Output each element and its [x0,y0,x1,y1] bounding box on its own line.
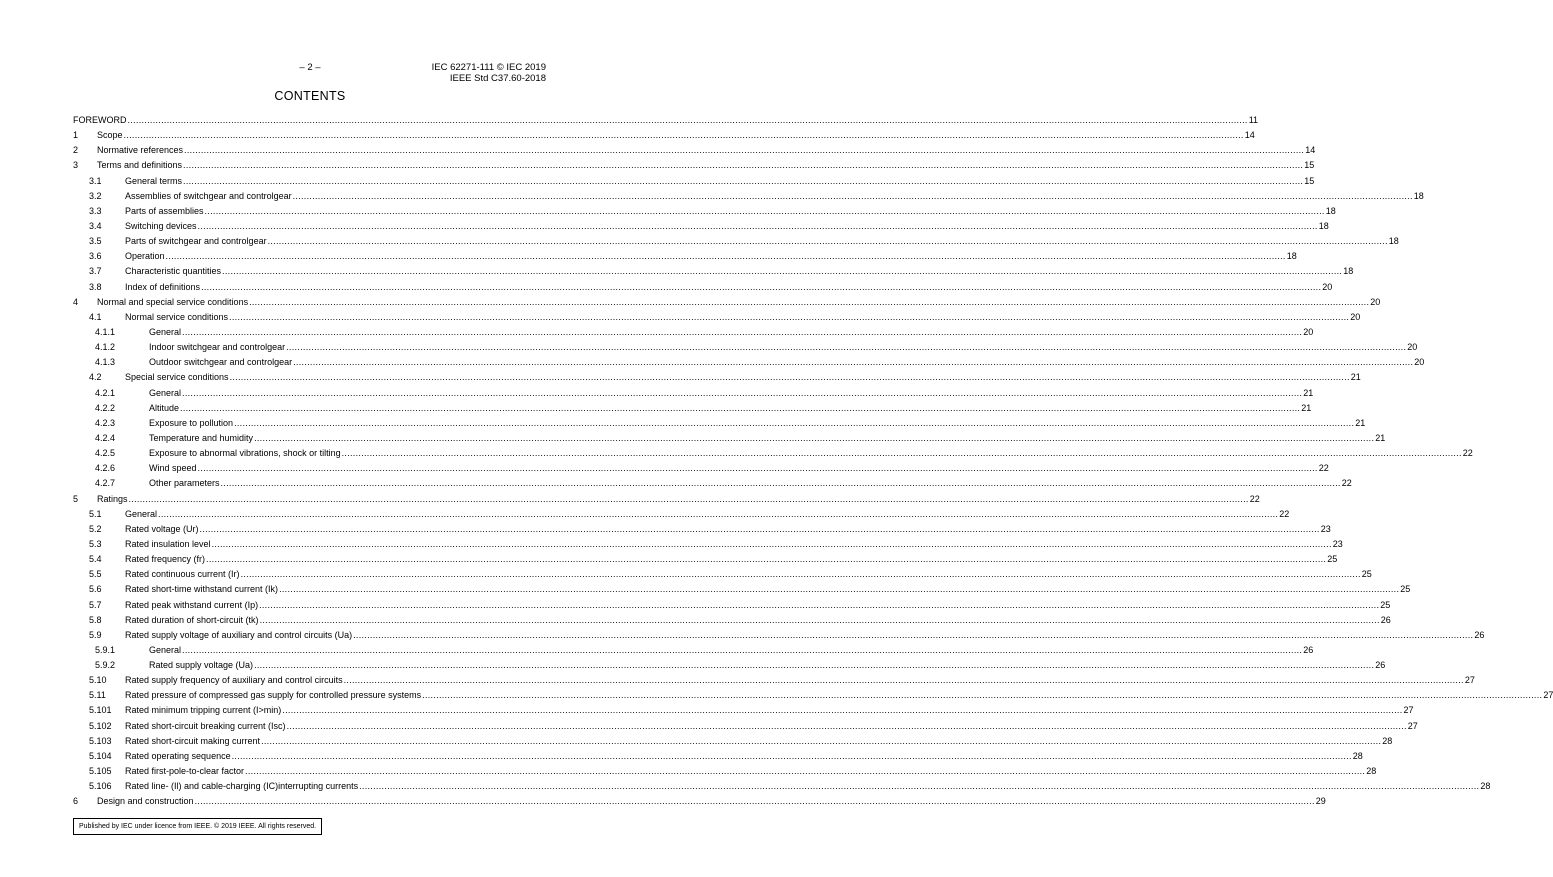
toc-entry-title: Rated supply frequency of auxiliary and control circuits [125,675,343,686]
toc-entry-title: Normal service conditions [125,311,229,322]
toc-entry-number: 5.6 [89,584,102,595]
toc-entry-title: Design and construction [97,796,194,807]
toc-entry-title: Rated voltage (Ur) [125,523,199,534]
toc-entry-title: Rated line- (Il) and cable-charging (IC)interrupting currents [125,781,359,792]
leader-dots: ................................................................................................................................................................................................................................................................................................................................................................................................................ [279,584,1400,595]
toc-entry-number: 5.8 [89,614,102,625]
leader-dots: ................................................................................................................................................................................................................................................................................................................................................................................................................ [180,402,1301,413]
toc-entry-page: 28 [1366,766,1377,777]
toc-entry-title: Rated pressure of compressed gas supply for controlled pressure systems [125,690,422,701]
toc-entry-title: FOREWORD [73,115,127,125]
toc-entry[interactable] [73,764,1377,779]
toc-entry-title: Assemblies of switchgear and controlgear [125,190,292,201]
toc-entry[interactable] [73,567,1372,582]
toc-entry-title: Normative references [97,145,184,156]
toc-entry[interactable] [73,113,1259,128]
toc-entry-number: 4.2.3 [95,417,116,428]
toc-entry-number: 3 [73,160,79,171]
toc-entry-title: Parts of assemblies [125,205,204,216]
leader-dots: ................................................................................................................................................................................................................................................................................................................................................................................................................ [249,296,1370,307]
leader-dots: ................................................................................................................................................................................................................................................................................................................................................................................................................ [201,281,1322,292]
toc-entry[interactable] [73,492,1260,507]
leader-dots: ................................................................................................................................................................................................................................................................................................................................................................................................................ [229,311,1350,322]
toc-entry-title: Scope [97,130,123,141]
toc-entry[interactable] [73,658,1386,673]
toc-entry[interactable] [73,719,1418,734]
toc-entry-number: 4.2 [89,372,102,383]
leader-dots: ................................................................................................................................................................................................................................................................................................................................................................................................................ [261,735,1382,746]
toc-entry[interactable] [73,613,1391,628]
toc-entry-page: 26 [1474,629,1485,640]
toc-entry-number: 3.4 [89,220,102,231]
toc-entry-number: 5.1 [89,508,102,519]
toc-entry-number: 3.5 [89,236,102,247]
leader-dots: ................................................................................................................................................................................................................................................................................................................................................................................................................ [286,342,1407,353]
toc-entry-number: 5.4 [89,554,102,565]
toc-entry-title: General [125,508,158,519]
standard-line-1: IEC 62271-111 © IEC 2019 [431,62,546,73]
toc-entry-title: Index of definitions [125,281,201,292]
toc-entry[interactable] [73,703,1414,718]
toc-entry[interactable] [73,416,1366,431]
toc-entry-title: Exposure to pollution [149,417,234,428]
toc-entry-number: 4.2.1 [95,387,116,398]
toc-entry[interactable] [73,401,1312,416]
toc-entry-number: 4.1.1 [95,326,116,337]
toc-entry-number: 4 [73,296,79,307]
toc-entry-number: 5.5 [89,569,102,580]
toc-entry-title: General [149,326,182,337]
toc-entry-title: Characteristic quantities [125,266,222,277]
toc-entry-title: Rated short-circuit breaking current (Isc) [125,720,286,731]
leader-dots: ................................................................................................................................................................................................................................................................................................................................................................................................................ [245,766,1366,777]
toc-entry-title: Rated supply voltage of auxiliary and control circuits (Ua) [125,629,353,640]
toc-entry-page: 20 [1350,311,1361,322]
toc-entry-page: 28 [1480,781,1491,792]
toc-entry-number: 5.9.1 [95,644,116,655]
publication-note: Published by IEC under licence from IEEE. © 2019 IEEE. All rights reserved. [73,818,322,835]
contents-title: CONTENTS [274,89,346,103]
toc-entry[interactable] [73,219,1329,234]
toc-entry-number: 3.6 [89,251,102,262]
toc-entry-title: Operation [125,251,165,262]
leader-dots: ................................................................................................................................................................................................................................................................................................................................................................................................................ [206,554,1327,565]
leader-dots: ................................................................................................................................................................................................................................................................................................................................................................................................................ [204,205,1325,216]
toc-entry-title: Rated first-pole-to-clear factor [125,766,245,777]
toc-entry-page: 27 [1464,675,1475,686]
toc-entry-number: 3.2 [89,190,102,201]
toc-entry-page: 23 [1332,538,1343,549]
table-of-contents [73,113,1553,809]
toc-entry-title: Terms and definitions [97,160,183,171]
toc-entry-number: 5.9.2 [95,660,116,671]
toc-entry-title: Rated short-time withstand current (Ik) [125,584,279,595]
toc-entry[interactable] [73,204,1336,219]
toc-entry[interactable] [73,688,1553,703]
leader-dots: ................................................................................................................................................................................................................................................................................................................................................................................................................ [231,750,1352,761]
toc-entry-page: 18 [1325,205,1336,216]
leader-dots: ................................................................................................................................................................................................................................................................................................................................................................................................................ [222,266,1343,277]
toc-entry-page: 21 [1355,417,1366,428]
toc-entry[interactable] [73,310,1361,325]
toc-entry-number: 5.101 [89,705,112,716]
toc-entry[interactable] [73,264,1354,279]
toc-entry-title: Temperature and humidity [149,432,254,443]
toc-entry[interactable] [73,386,1314,401]
toc-entry-title: Rated operating sequence [125,750,231,761]
toc-entry-page: 18 [1343,266,1354,277]
toc-entry-number: 5.2 [89,523,102,534]
leader-dots: ................................................................................................................................................................................................................................................................................................................................................................................................................ [194,796,1315,807]
toc-entry-number: 5 [73,493,79,504]
toc-entry-title: Ratings [97,493,128,504]
toc-entry-title: Altitude [149,402,180,413]
leader-dots: ................................................................................................................................................................................................................................................................................................................................................................................................................ [197,220,1318,231]
toc-entry-page: 22 [1462,448,1473,459]
toc-entry-number: 5.106 [89,781,112,792]
leader-dots: ................................................................................................................................................................................................................................................................................................................................................................................................................ [165,251,1286,262]
toc-entry-title: Rated continuous current (Ir) [125,569,240,580]
toc-entry-title: Outdoor switchgear and controlgear [149,357,293,368]
toc-entry-page: 28 [1352,750,1363,761]
toc-entry-number: 5.105 [89,766,112,777]
toc-entry-page: 20 [1407,342,1418,353]
leader-dots: ................................................................................................................................................................................................................................................................................................................................................................................................................ [183,160,1304,171]
toc-entry-page: 14 [1305,145,1316,156]
leader-dots: ................................................................................................................................................................................................................................................................................................................................................................................................................ [182,644,1303,655]
toc-entry[interactable] [73,628,1485,643]
leader-dots: ................................................................................................................................................................................................................................................................................................................................................................................................................ [359,781,1480,792]
toc-entry[interactable] [73,537,1343,552]
leader-dots: ................................................................................................................................................................................................................................................................................................................................................................................................................ [293,357,1414,368]
toc-entry-page: 22 [1341,478,1352,489]
leader-dots: ................................................................................................................................................................................................................................................................................................................................................................................................................ [199,523,1320,534]
toc-entry-title: Rated supply voltage (Ua) [149,660,254,671]
toc-entry-title: Other parameters [149,478,220,489]
toc-entry-number: 5.7 [89,599,102,610]
toc-entry-page: 18 [1413,190,1424,201]
toc-entry-page: 21 [1301,402,1312,413]
leader-dots: ................................................................................................................................................................................................................................................................................................................................................................................................................ [422,690,1543,701]
toc-entry-number: 5.3 [89,538,102,549]
leader-dots: ................................................................................................................................................................................................................................................................................................................................................................................................................ [128,493,1249,504]
toc-entry-title: Rated minimum tripping current (I>min) [125,705,282,716]
toc-entry[interactable] [73,643,1314,658]
toc-entry[interactable] [73,128,1255,143]
toc-entry[interactable] [73,794,1326,809]
toc-entry-title: General [149,387,182,398]
toc-entry-page: 25 [1380,599,1391,610]
toc-entry-page: 26 [1380,614,1391,625]
toc-entry[interactable] [73,461,1329,476]
leader-dots: ................................................................................................................................................................................................................................................................................................................................................................................................................ [234,417,1355,428]
leader-dots: ................................................................................................................................................................................................................................................................................................................................................................................................................ [182,387,1303,398]
toc-entry-number: 4.2.4 [95,432,116,443]
toc-entry[interactable] [73,340,1418,355]
toc-entry-number: 4.1 [89,311,102,322]
leader-dots: ................................................................................................................................................................................................................................................................................................................................................................................................................ [211,538,1332,549]
leader-dots: ................................................................................................................................................................................................................................................................................................................................................................................................................ [182,326,1303,337]
toc-entry[interactable] [73,476,1352,491]
leader-dots: ................................................................................................................................................................................................................................................................................................................................................................................................................ [184,145,1305,156]
toc-entry-page: 26 [1303,644,1314,655]
toc-entry-page: 23 [1320,523,1331,534]
toc-entry[interactable] [73,143,1316,158]
toc-entry[interactable] [73,598,1391,613]
toc-entry[interactable] [73,355,1425,370]
leader-dots: ................................................................................................................................................................................................................................................................................................................................................................................................................ [197,463,1318,474]
toc-entry-page: 18 [1318,220,1329,231]
toc-entry-page: 27 [1403,705,1414,716]
toc-entry-page: 11 [1248,115,1259,125]
toc-entry-page: 20 [1303,326,1314,337]
leader-dots: ................................................................................................................................................................................................................................................................................................................................................................................................................ [240,569,1361,580]
leader-dots: ................................................................................................................................................................................................................................................................................................................................................................................................................ [259,599,1380,610]
toc-entry-page: 29 [1315,796,1326,807]
toc-entry-page: 18 [1388,236,1399,247]
toc-entry-page: 21 [1350,372,1361,383]
toc-entry[interactable] [73,734,1393,749]
leader-dots: ................................................................................................................................................................................................................................................................................................................................................................................................................ [254,660,1375,671]
toc-entry-title: Rated duration of short-circuit (tk) [125,614,259,625]
standard-line-2: IEEE Std C37.60-2018 [449,73,546,84]
leader-dots: ................................................................................................................................................................................................................................................................................................................................................................................................................ [282,705,1403,716]
toc-entry-title: Parts of switchgear and controlgear [125,236,267,247]
toc-entry-number: 4.2.6 [95,463,116,474]
toc-entry-number: 4.1.2 [95,342,116,353]
leader-dots: ................................................................................................................................................................................................................................................................................................................................................................................................................ [158,508,1279,519]
toc-entry-page: 25 [1361,569,1372,580]
toc-entry-number: 2 [73,145,79,156]
toc-entry-number: 4.2.2 [95,402,116,413]
toc-entry-page: 25 [1327,554,1338,565]
toc-entry-page: 20 [1322,281,1333,292]
toc-entry-page: 20 [1414,357,1425,368]
toc-entry-page: 14 [1244,130,1255,141]
toc-entry-page: 20 [1370,296,1381,307]
leader-dots: ................................................................................................................................................................................................................................................................................................................................................................................................................ [341,448,1462,459]
toc-entry[interactable] [73,673,1475,688]
toc-entry-number: 3.8 [89,281,102,292]
toc-entry-number: 5.9 [89,629,102,640]
leader-dots: ................................................................................................................................................................................................................................................................................................................................................................................................................ [229,372,1350,383]
toc-entry-title: Special service conditions [125,372,229,383]
toc-entry-number: 4.2.5 [95,448,116,459]
leader-dots: ................................................................................................................................................................................................................................................................................................................................................................................................................ [183,175,1304,186]
leader-dots: ................................................................................................................................................................................................................................................................................................................................................................................................................ [286,720,1407,731]
toc-entry[interactable] [73,507,1290,522]
toc-entry[interactable] [73,582,1411,597]
toc-entry-title: Rated peak withstand current (Ip) [125,599,259,610]
toc-entry[interactable] [73,779,1491,794]
toc-entry[interactable] [73,749,1363,764]
toc-entry-title: Switching devices [125,220,197,231]
toc-entry-title: Exposure to abnormal vibrations, shock or tilting [149,448,341,459]
toc-entry[interactable] [73,446,1473,461]
leader-dots: ................................................................................................................................................................................................................................................................................................................................................................................................................ [220,478,1341,489]
toc-entry-number: 3.3 [89,205,102,216]
page-number: – 2 – [299,62,321,73]
toc-entry[interactable] [73,249,1297,264]
leader-dots: ................................................................................................................................................................................................................................................................................................................................................................................................................ [292,190,1413,201]
toc-entry-page: 26 [1375,660,1386,671]
toc-entry-title: Rated frequency (fr) [125,554,206,565]
toc-entry-number: 5.11 [89,690,106,701]
leader-dots: ................................................................................................................................................................................................................................................................................................................................................................................................................ [123,130,1244,141]
toc-entry-title: Normal and special service conditions [97,296,249,307]
leader-dots: ................................................................................................................................................................................................................................................................................................................................................................................................................ [127,115,1248,125]
toc-entry-page: 15 [1304,160,1315,171]
toc-entry-page: 21 [1303,387,1314,398]
toc-entry-page: 25 [1400,584,1411,595]
toc-entry-number: 5.103 [89,735,112,746]
toc-entry-number: 6 [73,796,79,807]
leader-dots: ................................................................................................................................................................................................................................................................................................................................................................................................................ [343,675,1464,686]
toc-entry-page: 15 [1304,175,1315,186]
toc-entry-number: 5.102 [89,720,112,731]
toc-entry-number: 4.1.3 [95,357,116,368]
toc-entry-title: General terms [125,175,183,186]
toc-entry[interactable] [73,522,1331,537]
toc-entry-number: 4.2.7 [95,478,116,489]
leader-dots: ................................................................................................................................................................................................................................................................................................................................................................................................................ [353,629,1474,640]
toc-entry[interactable] [73,370,1361,385]
leader-dots: ................................................................................................................................................................................................................................................................................................................................................................................................................ [267,236,1388,247]
toc-entry-number: 3.1 [89,175,102,186]
toc-entry-number: 5.10 [89,675,107,686]
toc-entry-number: 5.104 [89,750,112,761]
toc-entry-page: 22 [1249,493,1260,504]
toc-entry-page: 18 [1286,251,1297,262]
standard-designation [432,62,546,84]
toc-entry-page: 27 [1543,690,1553,701]
toc-entry[interactable] [73,280,1333,295]
toc-entry[interactable] [73,234,1399,249]
toc-entry[interactable] [73,431,1386,446]
toc-entry[interactable] [73,552,1338,567]
toc-entry-title: Wind speed [149,463,197,474]
toc-entry-title: General [149,644,182,655]
toc-entry-number: 3.7 [89,266,102,277]
toc-entry[interactable] [73,158,1315,173]
toc-entry-page: 21 [1375,432,1386,443]
toc-entry-page: 22 [1279,508,1290,519]
toc-entry-page: 28 [1382,735,1393,746]
toc-entry-title: Indoor switchgear and controlgear [149,342,286,353]
leader-dots: ................................................................................................................................................................................................................................................................................................................................................................................................................ [259,614,1380,625]
toc-entry-title: Rated short-circuit making current [125,735,261,746]
toc-entry-number: 1 [73,130,79,141]
toc-entry[interactable] [73,174,1315,189]
toc-entry-page: 27 [1407,720,1418,731]
toc-entry[interactable] [73,189,1424,204]
toc-entry[interactable] [73,325,1314,340]
toc-entry-page: 22 [1318,463,1329,474]
leader-dots: ................................................................................................................................................................................................................................................................................................................................................................................................................ [254,432,1375,443]
toc-entry[interactable] [73,295,1381,310]
toc-entry-title: Rated insulation level [125,538,211,549]
